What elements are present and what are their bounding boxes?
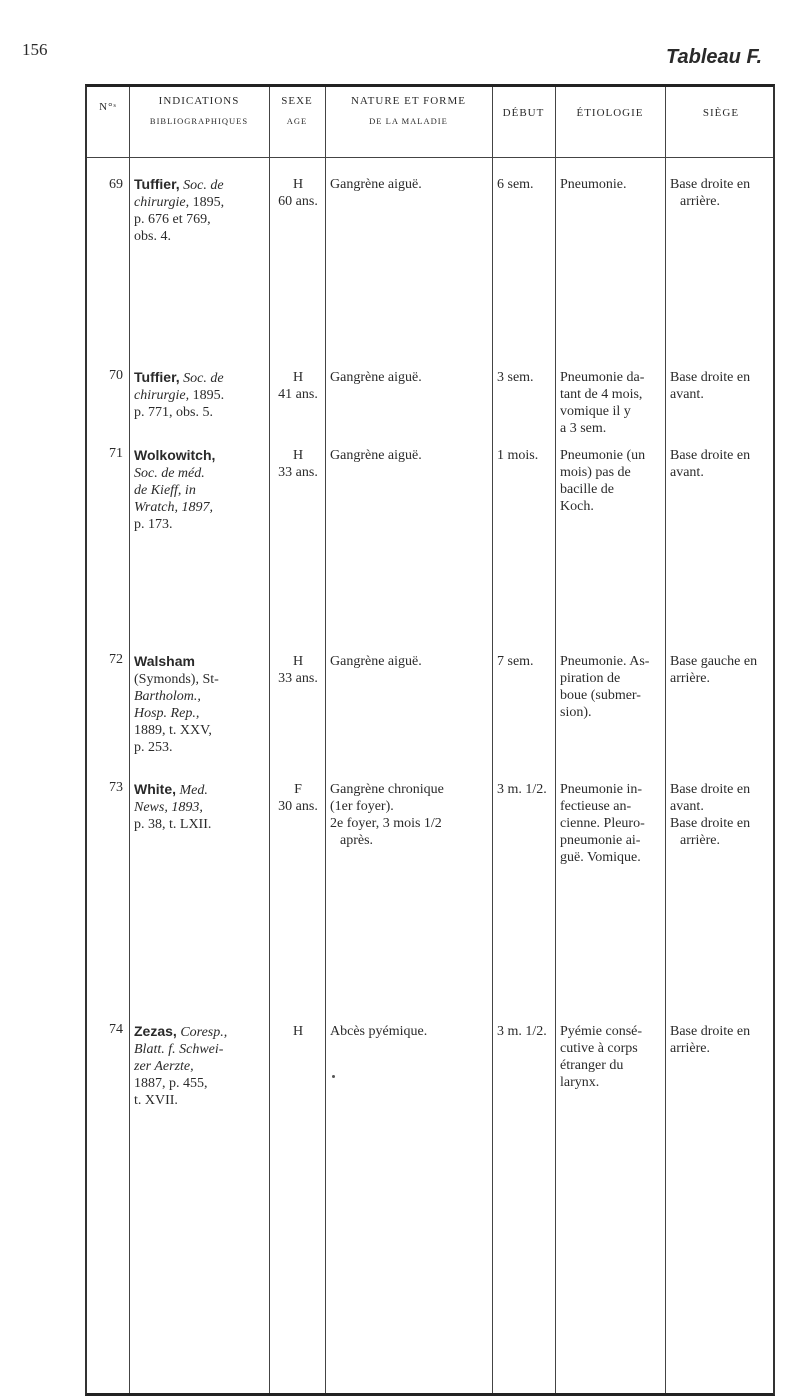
column-divider	[269, 87, 270, 1393]
column-divider	[555, 87, 556, 1393]
header-no: N°ˢ	[99, 101, 117, 113]
onset: 3 sem.	[497, 370, 534, 385]
onset: 6 sem.	[497, 177, 534, 192]
etiology: Pyémie consé- cutive à corps étranger du larynx.	[560, 1024, 643, 1090]
page-number: 156	[22, 40, 48, 59]
site: Base droite en arrière.	[670, 1024, 751, 1056]
bibliographic-reference: Tuffier, Soc. de chirurgie, 1895, p. 676 et 769, obs. 4.	[134, 176, 225, 244]
site: Base gauche en arrière.	[670, 654, 758, 686]
site: Base droite en avant.	[670, 448, 751, 480]
row-number: 70	[109, 368, 123, 383]
sex-age: H	[292, 1024, 304, 1039]
disease-nature: Gangrène aiguë.	[330, 448, 422, 463]
onset: 3 m. 1/2.	[497, 782, 547, 797]
etiology: Pneumonie.	[560, 177, 627, 192]
row-number: 72	[109, 652, 123, 667]
sex-age: H 33 ans.	[278, 448, 318, 480]
disease-nature: Gangrène chronique (1er foyer). 2e foyer, 3 mois 1/2 après.	[330, 782, 444, 848]
observations-table	[85, 84, 775, 1396]
header-indications: INDICATIONS BIBLIOGRAPHIQUES	[149, 95, 249, 126]
row-number: 69	[109, 177, 123, 192]
row-number: 71	[109, 446, 123, 461]
onset: 1 mois.	[497, 448, 539, 463]
row-number: 73	[109, 780, 123, 795]
header-siege: SIÈGE	[702, 107, 740, 119]
etiology: Pneumonie (un mois) pas de bacille de Koch.	[560, 448, 646, 514]
header-debut: DÉBUT	[502, 107, 545, 119]
bibliographic-reference: Walsham (Symonds), St- Bartholom., Hosp. Rep., 1889, t. XXV, p. 253.	[134, 653, 219, 755]
site: Base droite en avant. Base droite en arrière.	[670, 782, 751, 848]
bibliographic-reference: Zezas, Coresp., Blatt. f. Schwei- zer Aerzte, 1887, p. 455, t. XVII.	[134, 1023, 228, 1108]
header-etiologie: ÉTIOLOGIE	[576, 107, 644, 119]
row-number: 74	[109, 1022, 123, 1037]
bibliographic-reference: Tuffier, Soc. de chirurgie, 1895. p. 771, obs. 5.	[134, 369, 225, 420]
etiology: Pneumonie in- fectieuse an- cienne. Pleuro- pneumonie ai- guë. Vomique.	[560, 782, 645, 865]
sex-age: H 60 ans.	[278, 177, 318, 209]
column-divider	[129, 87, 130, 1393]
etiology: Pneumonie. As- piration de boue (submer- sion).	[560, 654, 650, 720]
onset: 3 m. 1/2.	[497, 1024, 547, 1039]
sex-age: H 33 ans.	[278, 654, 318, 686]
site: Base droite en arrière.	[670, 177, 751, 209]
column-divider	[325, 87, 326, 1393]
site: Base droite en avant.	[670, 370, 751, 402]
disease-nature: Gangrène aiguë.	[330, 654, 422, 669]
header-rule	[87, 157, 773, 158]
column-divider	[492, 87, 493, 1393]
running-title: Tableau F.	[666, 46, 762, 68]
ink-speck	[332, 1075, 335, 1078]
disease-nature: Gangrène aiguë.	[330, 370, 422, 385]
sex-age: F 30 ans.	[278, 782, 318, 814]
disease-nature: Abcès pyémique.	[330, 1024, 428, 1039]
disease-nature: Gangrène aiguë.	[330, 177, 422, 192]
bibliographic-reference: White, Med. News, 1893, p. 38, t. LXII.	[134, 781, 212, 832]
etiology: Pneumonie da- tant de 4 mois, vomique il y a 3 sem.	[560, 370, 645, 436]
bibliographic-reference: Wolkowitch, Soc. de méd. de Kieff, in Wratch, 1897, p. 173.	[134, 447, 216, 532]
header-nature: NATURE ET FORME DE LA MALADIE	[350, 95, 467, 126]
column-divider	[665, 87, 666, 1393]
onset: 7 sem.	[497, 654, 534, 669]
header-sexe: SEXE AGE	[281, 95, 313, 126]
sex-age: H 41 ans.	[278, 370, 318, 402]
